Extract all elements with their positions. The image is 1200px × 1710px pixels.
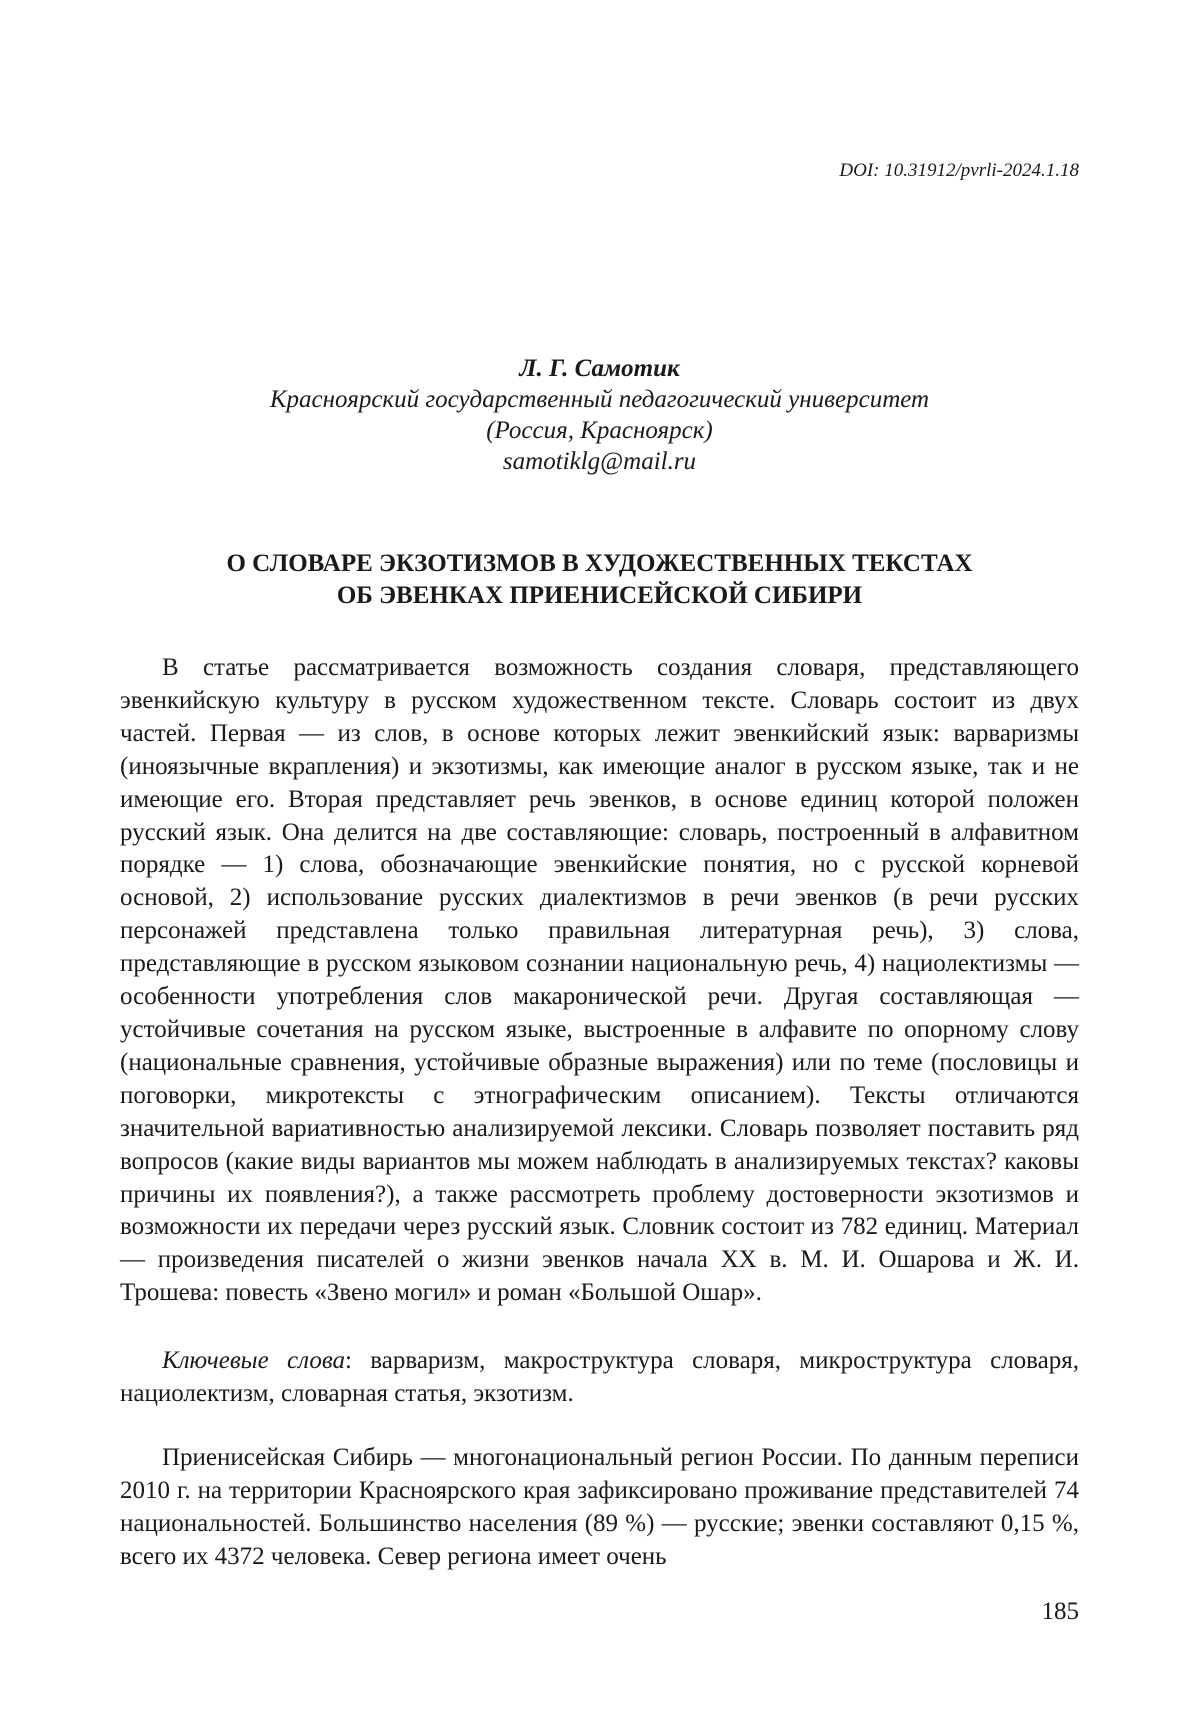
keywords-text: : варваризм, макроструктура словаря, микроструктура словаря, нациолектизм, словарная статья, экзотизм. <box>120 1347 1079 1407</box>
author-block <box>120 353 1079 477</box>
doi: DOI: 10.31912/pvrli-2024.1.18 <box>839 160 1079 181</box>
intro-text: Приенисейская Сибирь — многонациональный регион России. По данным переписи 2010 г. на территории Красноярского края зафиксировано проживание представителей 74 национальностей. Большинство населения (89 %) — русские; эвенки составляют 0,15 %, всего их 4372 человека. Север региона имеет очень <box>120 1444 1079 1570</box>
abstract <box>120 652 1079 1310</box>
keywords-paragraph <box>120 1345 1079 1411</box>
author-affiliation: Красноярский государственный педагогический университет <box>269 386 930 413</box>
title-line-1: О СЛОВАРЕ ЭКЗОТИЗМОВ В ХУДОЖЕСТВЕННЫХ ТЕКСТАХ <box>226 550 973 577</box>
author-location: (Россия, Красноярск) <box>486 417 713 444</box>
keywords-label: Ключевые слова <box>162 1347 346 1374</box>
page-number: 185 <box>1041 1598 1079 1625</box>
author-name: Л. Г. Самотик <box>519 355 680 382</box>
abstract-text: В статье рассматривается возможность создания словаря, представляющего эвенкийскую культуру в русском художественном тексте. Словарь состоит из двух частей. Первая — из слов, в основе которых лежит эвенкийский язык: варваризмы (иноязычные вкрапления) и экзотизмы, как имеющие аналог в русском языке, так и не имеющие его. Вторая представляет речь эвенков, в основе единиц которой положен русский язык. Она делится на две составляющие: словарь, построенный в алфавитном порядке — 1) слова, обозначающие эвенкийские понятия, но с русской корневой основой, 2) использование русских диалектизмов в речи эвенков (в речи русских персонажей представлена только правильная литературная речь), 3) слова, представляющие в русском языковом сознании национальную речь, 4) нациолектизмы — особенности употребления слов макаронической речи. Другая составляющая — устойчивые сочетания на русском языке, выстроенные в алфавите по опорному слову (национальные сравнения, устойчивые образные выражения) или по теме (пословицы и поговорки, микротексты с этнографическим описанием). Тексты отличаются значительной вариативностью анализируемой лексики. Словарь позволяет поставить ряд вопросов (какие виды вариантов мы можем наблюдать в анализируемых текстах? каковы причины их появления?), а также рассмотреть проблему достоверности экзотизмов и возможности их передачи через русский язык. Словник состоит из 782 единиц. Материал — произведения писателей о жизни эвенков начала XX в. М. И. Ошарова и Ж. И. Трошева: повесть «Звено могил» и роман «Большой Ошар». <box>120 654 1079 1307</box>
title-line-2: ОБ ЭВЕНКАХ ПРИЕНИСЕЙСКОЙ СИБИРИ <box>336 582 863 609</box>
author-email: samotiklg@mail.ru <box>502 448 697 475</box>
keywords <box>120 1345 1079 1411</box>
intro <box>120 1442 1079 1574</box>
article-title <box>120 548 1079 612</box>
